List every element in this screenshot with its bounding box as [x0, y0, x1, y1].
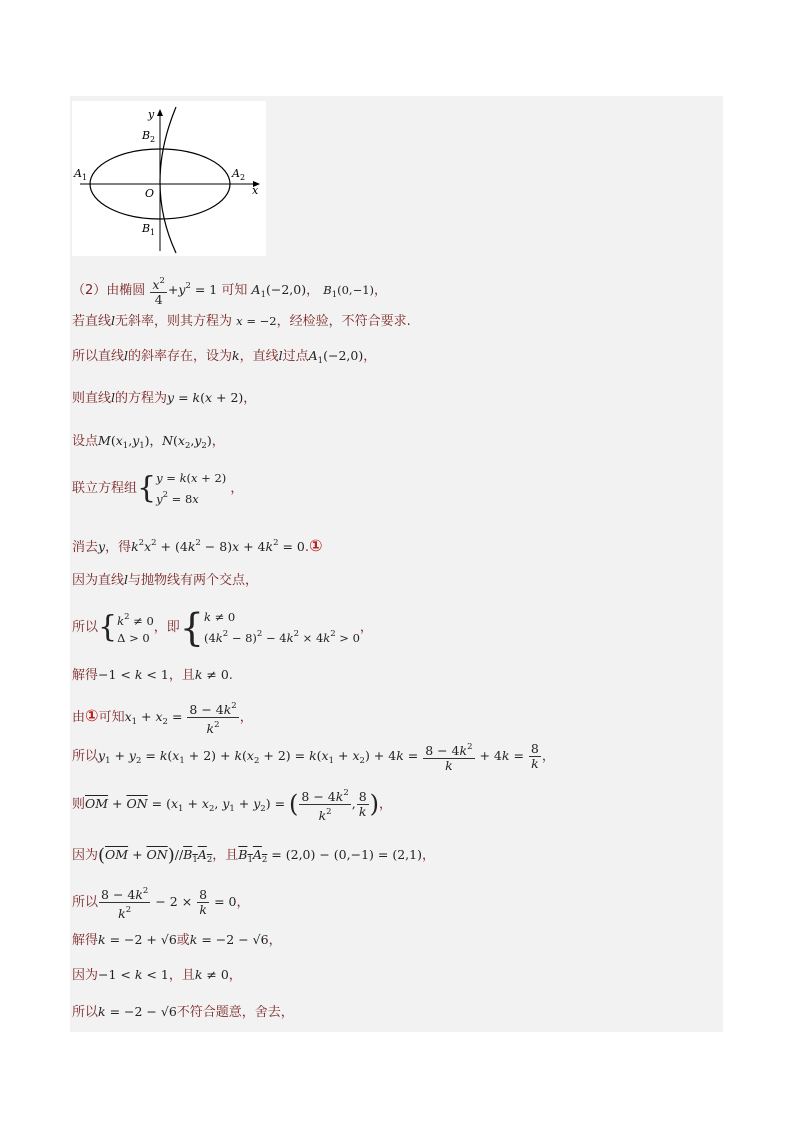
quadratic-equation: $k^2x^2 + (4k^2 - 8)x + 4k^2 = 0$ — [131, 538, 305, 554]
label-b1-sub: 1 — [150, 228, 156, 237]
vector-sum-expression: $\overline{OM} + \overline{ON} = (x_1 + x_2$, $y_1 + y_2$) = ( $\frac{8 - 4k^2}{k^2}$ , $\frac{8}{k}$ ) — [85, 788, 380, 823]
point-b1: $B_1(0,-1)$ — [323, 283, 375, 300]
line-sum-x: 由①可知$x_1 + x_2$ = $\frac{8 - 4k^2}{k^2}$ ， — [72, 701, 253, 736]
line-k-range-check: 因为−1 < k < 1，且k ≠ 0， — [72, 967, 242, 983]
ellipse-equation: $\frac{x^2}{4}$ $+y^2 = 1$ — [152, 276, 218, 307]
label-o: O — [145, 187, 155, 200]
line-k-solutions: 解得k = −2 + √6或k = −2 − √6， — [72, 932, 282, 948]
vertical-line-equation: x = −2 — [236, 314, 277, 328]
parabola-curve — [160, 107, 176, 253]
label-a1-sub: 1 — [82, 173, 88, 182]
line-reject-root: 所以k = −2 − √6不符合题意，舍去， — [72, 1004, 294, 1020]
label-a2-sub: 2 — [240, 173, 246, 182]
point-a1: $A_1(-2,0)$ — [251, 282, 307, 300]
line-l-equation: y = k(x + 2) — [167, 390, 244, 405]
line-system: 联立方程组{ y = k(x + 2) $y^2 = 8x$ ， — [72, 470, 244, 506]
b1a2-vector: $B_1A_2 = (2,0) - (0,-1) = (2,1)$ — [238, 847, 422, 865]
sum-y-expression: $y_1 + y_2 = k(x_1 + 2) + k(x_2 + 2) = k(x_1 + x_2) + 4k$ = $\frac{8 - 4k^2}{k}$ + 4k = $\frac{8}{k}$ — [98, 741, 539, 773]
label-a1: A — [74, 167, 82, 180]
line-parallel: 因为$(\overline{OM} + \overline{ON})//B_1A_2$，且$B_1A_2 = (2,0) - (0,-1) = (2,1)$， — [72, 845, 435, 866]
line-ellipse-vertices: （2）由椭圆 $\frac{x^2}{4}$ $+y^2 = 1$ 可知 $A_1(-2,0)$， $B_1(0,-1)$， — [72, 276, 388, 307]
sum-x-expression: $x_1 + x_2$ = $\frac{8 - 4k^2}{k^2}$ — [124, 701, 237, 736]
line-k-range: 解得−1 < k < 1，且k ≠ 0. — [72, 667, 233, 683]
label-b1: B — [142, 222, 151, 235]
label-a2: A — [232, 167, 240, 180]
line-discriminant: 所以{ $k^2 \ne 0$ Δ > 0 ，即{ k ≠ 0 $(4k^2 - 8)^2 - 4k^2 \times 4k^2 > 0$ ， — [72, 605, 373, 650]
label-y: y — [148, 108, 155, 121]
line-eliminate-y: 消去y，得$k^2x^2 + (4k^2 - 8)x + 4k^2$ = 0.① — [72, 536, 323, 555]
label-x: x — [252, 184, 259, 197]
line-parallel-equation: 所以 $\frac{8 - 4k^2}{k^2}$ − 2 × $\frac{8}{k}$ = 0， — [72, 886, 250, 921]
ellipse-parabola-figure — [72, 101, 266, 256]
line-set-points: 设点$M(x_1,y_1)$，$N(x_2,y_2)$， — [72, 433, 225, 451]
line-sum-y: 所以$y_1 + y_2 = k(x_1 + 2) + k(x_2 + 2) = k(x_1 + x_2) + 4k$ = $\frac{8 - 4k^2}{k}$ + 4k = $\frac{8}{k}$ ， — [72, 741, 555, 773]
figure-svg — [72, 101, 266, 256]
label-b2: B — [142, 129, 151, 142]
parallel-condition: $(\overline{OM} + \overline{ON})//B_1A_2$ — [98, 845, 213, 866]
points-m-n: $M(x_1,y_1)$，$N(x_2,y_2)$ — [98, 433, 212, 451]
line-two-intersections: 因为直线l与抛物线有两个交点， — [72, 572, 259, 588]
y-axis-arrow — [157, 109, 163, 116]
line-vector-sum: 则$\overline{OM} + \overline{ON} = (x_1 + x_2$, $y_1 + y_2$) = ( $\frac{8 - 4k^2}{k^2}$ , $\frac{8}{k}$ )， — [72, 788, 393, 823]
parallel-equation: $\frac{8 - 4k^2}{k^2}$ − 2 × $\frac{8}{k}$ = 0 — [101, 886, 237, 921]
line-equation-of-l: 则直线l的方程为y = k(x + 2)， — [72, 390, 257, 406]
line-slope-exists: 所以直线l的斜率存在，设为k，直线l过点$A_1(-2,0)$， — [72, 348, 377, 366]
discriminant-system: k ≠ 0 $(4k^2 - 8)^2 - 4k^2 \times 4k^2 > 0$ — [203, 609, 360, 645]
line-no-slope-case: 若直线l无斜率，则其方程为 x = −2，经检验，不符合要求. — [72, 313, 411, 329]
label-b2-sub: 2 — [150, 135, 156, 144]
system-equations: y = k(x + 2) $y^2 = 8x$ — [156, 470, 227, 506]
